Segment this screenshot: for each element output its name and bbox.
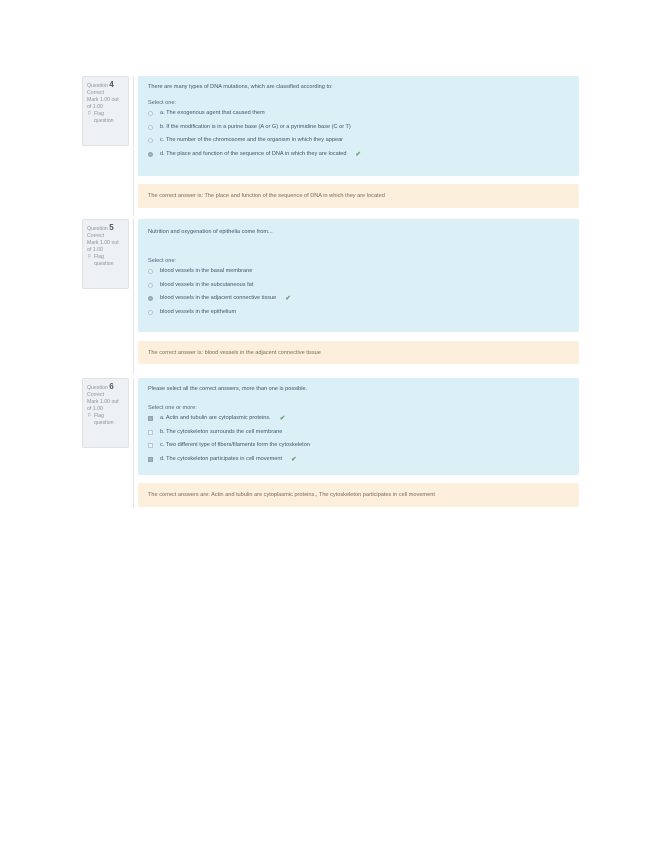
correct-answer-text: The correct answers are: Actin and tubulin are cytoplasmic proteins., The cytoskeleton participates in cell movement [148, 492, 435, 498]
question-state: Correct [87, 392, 105, 398]
answer-text: c. The number of the chromosome and the organism in which they appear [160, 137, 344, 143]
question-info [82, 378, 129, 448]
answer-option[interactable] [148, 456, 569, 463]
question-4 [82, 76, 579, 216]
correct-answer-text: The correct answer is: The place and function of the sequence of DNA in which they are located [148, 193, 385, 199]
radio-button-selected[interactable] [148, 296, 153, 301]
flag-question-link[interactable] [87, 254, 124, 268]
answer-list [148, 415, 569, 463]
checkbox-checked[interactable] [148, 416, 153, 421]
question-number: Question 6 [87, 382, 114, 391]
flag-icon: ⚐ [87, 254, 92, 260]
checkbox[interactable] [148, 430, 153, 435]
answer-text: b. If the modification is in a purine base (A or G) or a pyrimidine base (C or T) [160, 123, 351, 130]
answer-text: b. The cytoskeleton surrounds the cell membrane [160, 428, 283, 435]
question-info [82, 219, 129, 289]
flag-label: Flag question [93, 111, 114, 124]
question-content [138, 378, 579, 507]
answer-option[interactable] [148, 429, 569, 436]
flag-question-link[interactable] [87, 413, 124, 427]
divider [133, 76, 134, 216]
checkbox[interactable] [148, 443, 153, 448]
answer-option[interactable] [148, 442, 569, 449]
flag-label: Flag question [93, 254, 114, 267]
answer-option[interactable] [148, 137, 569, 144]
radio-button[interactable] [148, 125, 153, 130]
question-text: There are many types of DNA mutations, which are classified according to: [148, 84, 333, 90]
question-6 [82, 378, 579, 508]
feedback-box [138, 184, 579, 208]
radio-button[interactable] [148, 310, 153, 315]
question-formulation [138, 378, 579, 475]
question-formulation [138, 76, 579, 176]
answer-list [148, 110, 569, 158]
question-content [138, 76, 579, 208]
flag-label: Flag question [93, 413, 114, 426]
question-text: Nutrition and oxygenation of epithelia come from... [148, 229, 273, 235]
question-formulation [138, 219, 579, 332]
answer-text: a. Actin and tubulin are cytoplasmic proteins. [160, 415, 271, 421]
flag-icon: ⚐ [87, 413, 92, 419]
question-5 [82, 219, 579, 374]
answer-option[interactable] [148, 110, 569, 117]
flag-question-link[interactable] [87, 111, 124, 125]
radio-button[interactable] [148, 138, 153, 143]
divider [133, 378, 134, 508]
correct-check-icon: ✔ [355, 150, 361, 158]
answer-prompt: Select one: [148, 100, 176, 106]
feedback-box [138, 483, 579, 507]
question-content [138, 219, 579, 364]
radio-button[interactable] [148, 283, 153, 288]
feedback-box [138, 341, 579, 364]
question-number: Question 4 [87, 80, 114, 89]
correct-check-icon: ✔ [285, 295, 291, 302]
answer-text: d. The cytoskeleton participates in cell movement [160, 455, 283, 462]
answer-option[interactable] [148, 282, 569, 289]
radio-button[interactable] [148, 111, 153, 116]
quiz-review [82, 76, 579, 498]
correct-check-icon: ✔ [279, 415, 286, 422]
answer-option[interactable] [148, 151, 569, 158]
radio-button[interactable] [148, 269, 153, 274]
answer-option[interactable] [148, 268, 569, 275]
answer-text: a. The exogenous agent that caused them [160, 110, 265, 116]
checkbox-checked[interactable] [148, 457, 153, 462]
radio-button-selected[interactable] [148, 152, 153, 157]
question-number: Question 5 [87, 223, 114, 232]
answer-text: blood vessels in the adjacent connective tissue [160, 295, 277, 301]
answer-text: blood vessels in the epithelium [160, 308, 237, 315]
answer-option[interactable] [148, 295, 569, 302]
answer-prompt: Select one or more: [148, 405, 197, 411]
question-text: Please select all the correct answers, more than one is possible. [148, 386, 308, 392]
question-grade: Mark 1.00 out of 1.00 [87, 97, 119, 110]
question-grade: Mark 1.00 out of 1.00 [87, 240, 119, 253]
answer-text: c. Two different type of fibers/filaments form the cytoskeleton [160, 442, 310, 448]
answer-text: d. The place and function of the sequence of DNA in which they are located [160, 150, 347, 157]
answer-text: blood vessels in the basal membrane [160, 268, 253, 274]
correct-check-icon: ✔ [291, 455, 297, 463]
answer-option[interactable] [148, 309, 569, 316]
divider [133, 219, 134, 374]
answer-text: blood vessels in the subcutaneous fat [160, 281, 254, 288]
answer-option[interactable] [148, 124, 569, 131]
correct-answer-text: The correct answer is: blood vessels in the adjacent connective tissue [148, 349, 321, 356]
answer-list [148, 268, 569, 316]
answer-prompt: Select one: [148, 258, 176, 264]
question-info [82, 76, 129, 146]
question-state: Correct [87, 233, 105, 239]
question-grade: Mark 1.00 out of 1.00 [87, 399, 119, 412]
answer-option[interactable] [148, 415, 569, 422]
question-state: Correct [87, 90, 105, 96]
flag-icon: ⚐ [87, 111, 92, 117]
